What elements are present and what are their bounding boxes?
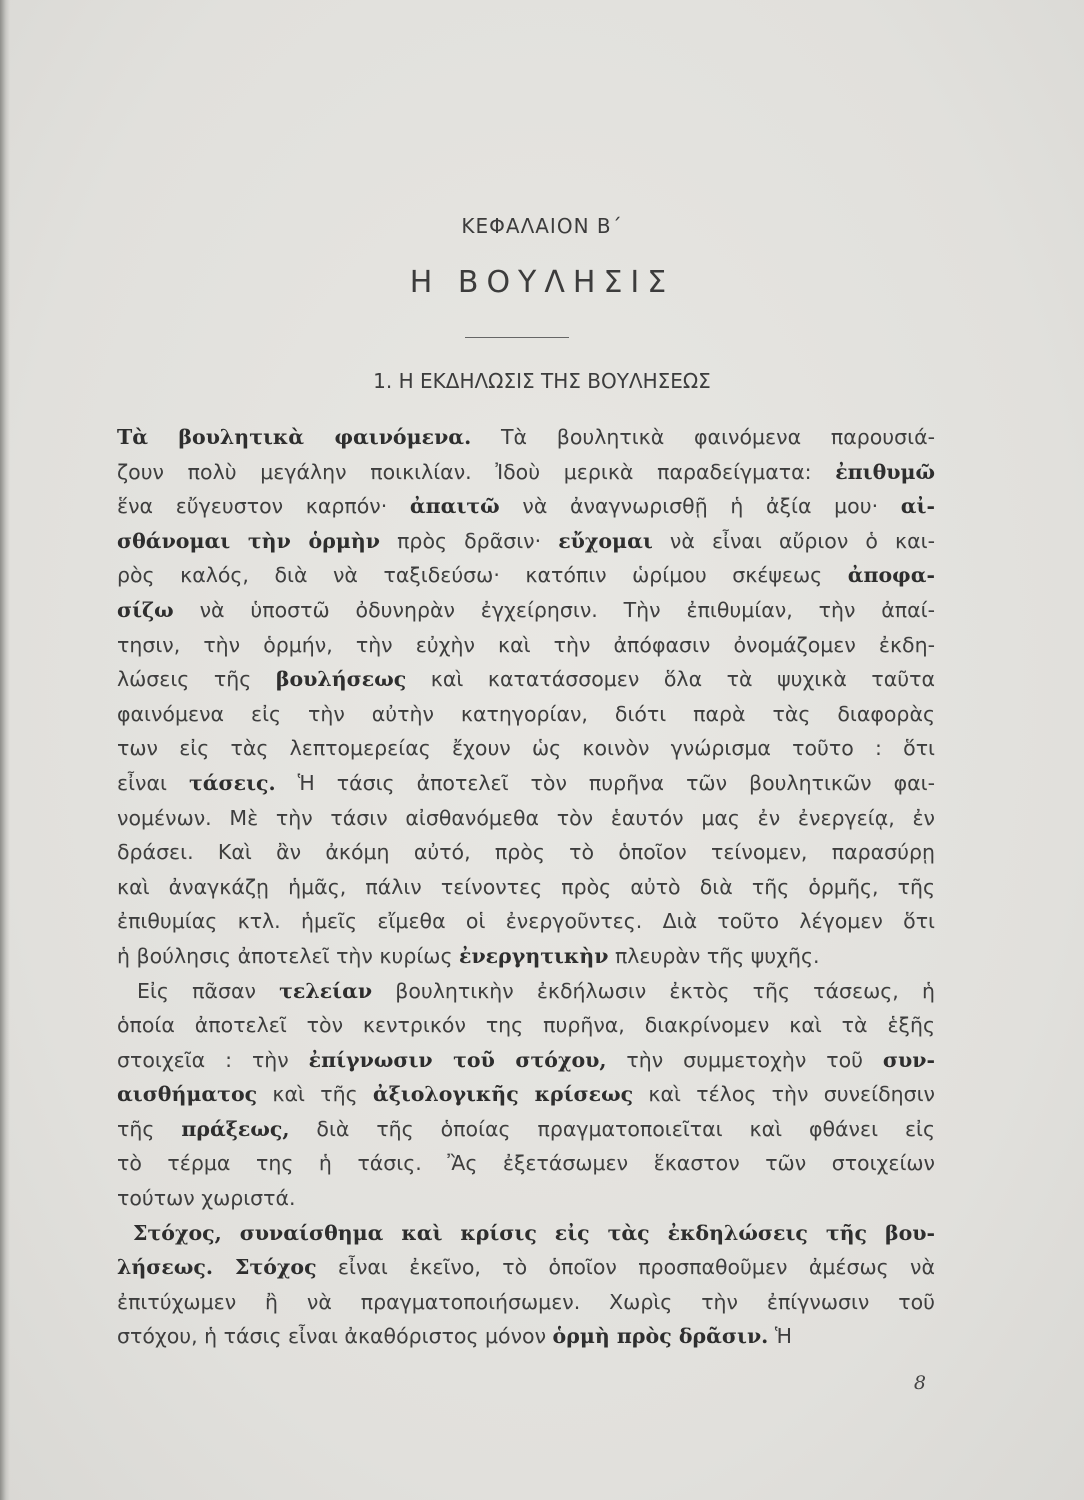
- bold-term: αισθήματος: [117, 1082, 258, 1107]
- text-line: [117, 1285, 935, 1320]
- text-run: τησιν, τὴν ὁρμήν, τὴν εὐχὴν καὶ τὴν ἀπόφασιν ὀνομάζομεν ἐκδη-: [117, 632, 935, 657]
- text-run: τὴν συμμετοχὴν τοῦ: [606, 1047, 883, 1072]
- bold-term: ἐπιθυμῶ: [835, 459, 935, 484]
- text-line: [117, 420, 935, 455]
- bold-term: σίζω: [117, 597, 174, 622]
- bold-term: τάσεις.: [188, 770, 276, 795]
- text-line: [117, 662, 935, 697]
- text-line: [117, 1319, 935, 1354]
- text-line: [117, 939, 935, 974]
- text-line: [117, 524, 935, 559]
- bold-term: ὁρμὴ πρὸς δρᾶσιν.: [552, 1324, 769, 1349]
- bold-term: Στόχος, συναίσθημα καὶ κρίσις εἰς τὰς ἐκδηλώσεις τῆς βου-: [133, 1220, 935, 1245]
- text-run: ἡ βούλησις ἀποτελεῖ τὴν κυρίως: [117, 943, 459, 968]
- text-run: τὸ τέρμα της ἡ τάσις. Ἂς ἐξετάσωμεν ἕκαστον τῶν στοιχείων: [117, 1151, 935, 1176]
- bold-term: Τὰ βουλητικὰ φαινόμενα.: [117, 425, 472, 449]
- bold-term: ἀπαιτῶ: [409, 494, 500, 519]
- text-line: [117, 697, 935, 732]
- text-line: [117, 835, 935, 870]
- text-run: νὰ εἶναι αὔριον ὁ και-: [652, 528, 935, 553]
- text-run: ἐπιτύχωμεν ἢ νὰ πραγματοποιήσωμεν. Χωρὶς τὴν ἐπίγνωσιν τοῦ: [117, 1289, 935, 1314]
- text-run: εἶναι ἐκεῖνο, τὸ ὁποῖον προσπαθοῦμεν ἀμέσως νὰ: [316, 1255, 935, 1280]
- text-run: Ἡ τάσις ἀποτελεῖ τὸν πυρῆνα τῶν βουλητικῶν φαι-: [275, 770, 936, 795]
- text-run: πλευρὰν τῆς ψυχῆς.: [608, 943, 820, 968]
- bold-term: εὔχομαι: [558, 528, 653, 553]
- text-line: [117, 1008, 935, 1043]
- text-run: ζουν πολὺ μεγάλην ποικιλίαν. Ἰδοὺ μερικὰ παραδείγματα:: [117, 459, 836, 484]
- text-line: [117, 489, 935, 524]
- text-run: ἕνα εὔγευστον καρπόν·: [117, 494, 410, 519]
- text-run: καὶ κατατάσσομεν ὅλα τὰ ψυχικὰ ταῦτα: [406, 667, 935, 692]
- text-run: ρὸς καλός, διὰ νὰ ταξιδεύσω· κατόπιν ὡρίμου σκέψεως: [117, 563, 848, 588]
- bold-term: συν-: [882, 1047, 935, 1072]
- text-line: [117, 1112, 935, 1147]
- bold-term: λήσεως. Στόχος: [117, 1255, 317, 1280]
- text-run: τούτων χωριστά.: [117, 1186, 296, 1211]
- text-run: λώσεις τῆς: [117, 667, 276, 692]
- text-run: διὰ τῆς ὁποίας πραγματοποιεῖται καὶ φθάνει εἰς: [289, 1116, 935, 1141]
- text-line: [117, 1250, 935, 1285]
- text-run: καὶ τῆς: [257, 1082, 373, 1107]
- text-run: Εἰς πᾶσαν: [137, 978, 280, 1003]
- chapter-label: ΚΕΦΑΛΑΙΟΝ Β΄: [461, 214, 623, 238]
- title-divider: [465, 337, 569, 338]
- text-run: στόχου, ἡ τάσις εἶναι ἀκαθόριστος μόνον: [117, 1324, 553, 1349]
- text-run: Ἡ: [768, 1324, 792, 1349]
- text-run: ἐπιθυμίας κτλ. ἡμεῖς εἴμεθα οἱ ἐνεργοῦντες. Διὰ τοῦτο λέγομεν ὅτι: [117, 909, 935, 934]
- bold-term: αἰ-: [900, 494, 935, 519]
- text-run: καὶ ἀναγκάζῃ ἡμᾶς, πάλιν τείνοντες πρὸς αὐτὸ διὰ τῆς ὁρμῆς, τῆς: [117, 874, 935, 899]
- text-line: [117, 731, 935, 766]
- bold-term: τελείαν: [279, 978, 373, 1003]
- text-run: νομένων. Μὲ τὴν τάσιν αἰσθανόμεθα τὸν ἑαυτόν μας ἐν ἐνεργείᾳ, ἐν: [117, 805, 935, 830]
- text-run: τῆς: [117, 1116, 182, 1141]
- text-run: νὰ ὑποστῶ ὀδυνηρὰν ἐγχείρησιν. Τὴν ἐπιθυμίαν, τὴν ἀπαί-: [173, 597, 935, 622]
- text-run: των εἰς τὰς λεπτομερείας ἔχουν ὡς κοινὸν γνώρισμα τοῦτο : ὅτι: [117, 736, 935, 761]
- text-line: [117, 1077, 935, 1112]
- bold-term: σθάνομαι τὴν ὁρμὴν: [117, 528, 380, 553]
- text-line: [117, 455, 935, 490]
- text-line: [117, 904, 935, 939]
- chapter-title: Η ΒΟΥΛΗΣΙΣ: [409, 265, 675, 300]
- text-run: νὰ ἀναγνωρισθῇ ἡ ἀξία μου·: [499, 494, 901, 519]
- page-number: 8: [913, 1372, 926, 1394]
- text-run: εἶναι: [117, 770, 189, 795]
- text-run: δράσει. Καὶ ἂν ἀκόμη αὐτό, πρὸς τὸ ὁποῖον τείνομεν, παρασύρῃ: [117, 840, 935, 865]
- text-line: [117, 766, 935, 801]
- text-line: [117, 801, 935, 836]
- bold-term: ἐνεργητικὴν: [459, 943, 609, 968]
- text-run: στοιχεῖα : τὴν: [117, 1047, 309, 1072]
- text-line: [117, 1181, 935, 1216]
- text-line: [117, 1146, 935, 1181]
- text-run: βουλητικὴν ἐκδήλωσιν ἐκτὸς τῆς τάσεως, ἡ: [372, 978, 935, 1003]
- text-run: πρὸς δρᾶσιν·: [379, 528, 559, 553]
- text-line: [117, 628, 935, 663]
- bold-term: βουλήσεως: [275, 667, 407, 692]
- bold-term: ἀξιολογικῆς κρίσεως: [372, 1082, 634, 1107]
- text-line: [117, 1216, 935, 1251]
- bold-term: ἀποφα-: [847, 563, 935, 588]
- text-run: φαινόμενα εἰς τὴν αὐτὴν κατηγορίαν, διότι παρὰ τὰς διαφορὰς: [117, 701, 935, 726]
- bold-term: πράξεως,: [181, 1116, 290, 1141]
- body-text: [117, 420, 935, 1354]
- section-heading: 1. Η ΕΚΔΗΛΩΣΙΣ ΤΗΣ ΒΟΥΛΗΣΕΩΣ: [373, 369, 711, 393]
- text-run: ὁποία ἀποτελεῖ τὸν κεντρικόν της πυρῆνα, διακρίνομεν καὶ τὰ ἑξῆς: [117, 1013, 935, 1038]
- text-line: [117, 593, 935, 628]
- text-line: [117, 870, 935, 905]
- text-run: Τὰ βουλητικὰ φαινόμενα παρουσιά-: [471, 425, 935, 449]
- bold-term: ἐπίγνωσιν τοῦ στόχου,: [308, 1047, 607, 1072]
- text-line: [117, 558, 935, 593]
- text-line: [117, 1043, 935, 1078]
- text-line: [117, 974, 935, 1009]
- text-run: καὶ τέλος τὴν συνείδησιν: [633, 1082, 935, 1107]
